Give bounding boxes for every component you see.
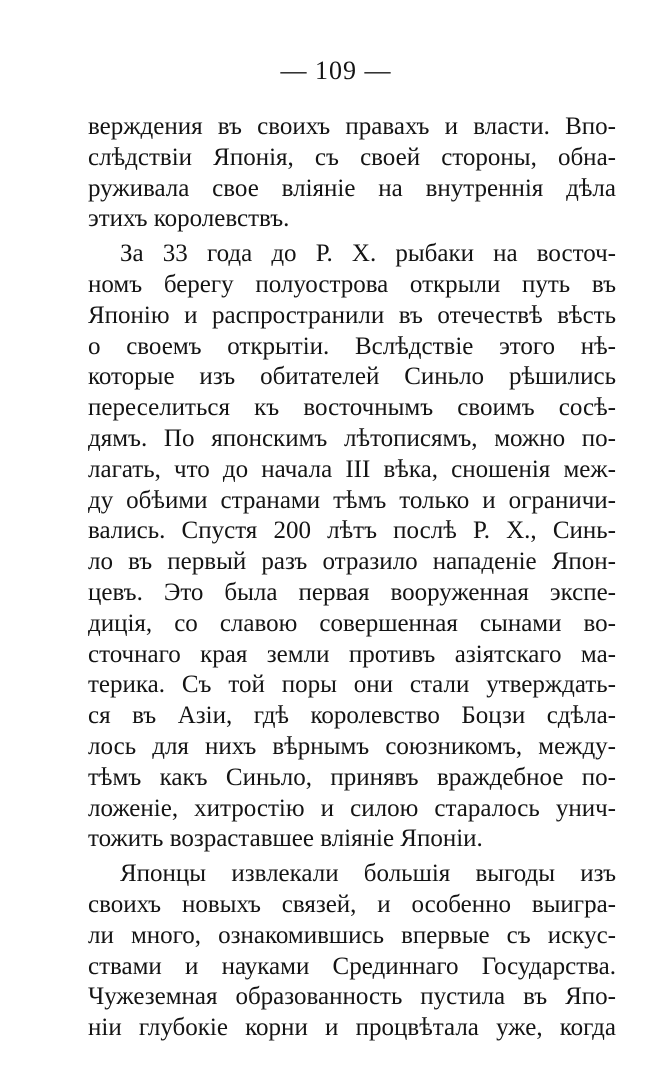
text-line: которые изъ обитателей Синьло рѣшились	[88, 363, 616, 391]
text-line: ло въ первый разъ отразило нападеніе Япон-	[88, 548, 616, 576]
text-line: этихъ королевствъ.	[88, 205, 290, 233]
text-line: ся въ Азіи, гдѣ королевство Боцзи сдѣла-	[88, 702, 616, 730]
text-line: ду обѣими странами тѣмъ только и ограничи-	[88, 486, 616, 514]
text-line: вались. Спустя 200 лѣтъ послѣ Р. Х., Синь-	[88, 517, 616, 545]
text-line: диція, со славою совершенная сынами во-	[88, 609, 616, 637]
text-line: слѣдствіи Японія, съ своей стороны, обна-	[88, 143, 616, 171]
text-line: тожить возраставшее вліяніе Японіи.	[88, 825, 483, 853]
text-line: ли много, ознакомившись впервые съ искус-	[88, 921, 616, 949]
text-line: ложеніе, хитростію и силою старалось унич-	[88, 794, 616, 822]
paragraph	[88, 112, 616, 235]
text-line: ствами и науками Срединнаго Государства.	[88, 952, 616, 980]
text-line: Японію и распространили въ отечествѣ вѣсть	[88, 301, 616, 329]
text-line: лагать, что до начала III вѣка, сношенія меж-	[88, 455, 616, 483]
text-line: лось для нихъ вѣрнымъ союзникомъ, между-	[88, 732, 616, 760]
text-line: Чужеземная образованность пустила въ Япо-	[88, 983, 616, 1011]
text-line: дямъ. По японскимъ лѣтописямъ, можно по-	[88, 424, 616, 452]
text-line: тѣмъ какъ Синьло, принявъ враждебное по-	[88, 763, 616, 791]
text-line: переселиться къ восточнымъ своимъ сосѣ-	[88, 394, 616, 422]
text-line: ніи глубокіе корни и процвѣтала уже, когда	[88, 1014, 616, 1042]
text-line: своихъ новыхъ связей, и особенно выигра-	[88, 890, 616, 918]
text-line: о своемъ открытіи. Вслѣдствіе этого нѣ-	[88, 332, 616, 360]
text-line: номъ берегу полуострова открыли путь въ	[88, 270, 616, 298]
text-line: цевъ. Это была первая вооруженная экспе-	[88, 578, 616, 606]
page-number: — 109 —	[280, 56, 392, 85]
text-line: За 33 года до Р. Х. рыбаки на восточ-	[120, 240, 616, 268]
text-line: сточнаго края земли противъ азіятскаго ма-	[88, 640, 616, 668]
paragraph	[88, 239, 616, 855]
text-line: руживала свое вліяніе на внутреннія дѣла	[88, 174, 616, 202]
body-text	[88, 112, 616, 1048]
text-line: верждения въ своихъ правахъ и власти. Впо-	[88, 113, 616, 140]
text-line: Японцы извлекали большія выгоды изъ	[120, 860, 616, 888]
text-line: терика. Съ той поры они стали утверждать-	[88, 671, 616, 699]
paragraph	[88, 859, 616, 1044]
